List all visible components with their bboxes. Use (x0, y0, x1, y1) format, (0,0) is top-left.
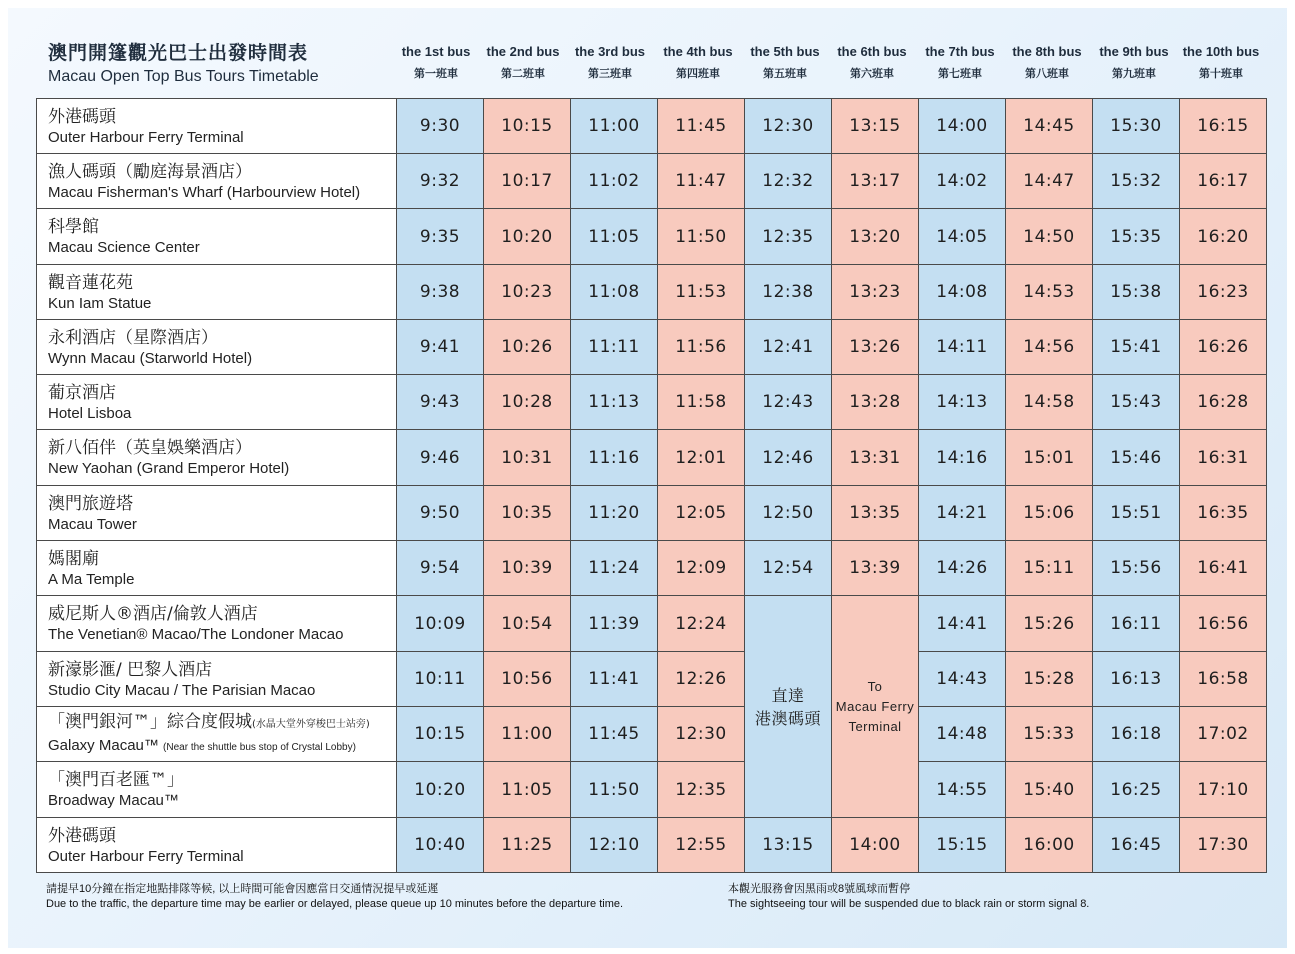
departure-time-cell: 16:13 (1093, 652, 1180, 707)
departure-time-cell: 12:54 (745, 541, 832, 596)
departure-time-cell: 12:09 (658, 541, 745, 596)
departure-time-cell: 14:26 (919, 541, 1006, 596)
table-row (37, 486, 1267, 541)
departure-time-cell: 16:31 (1180, 430, 1267, 486)
departure-time-cell: 10:17 (484, 154, 571, 209)
stop-name-en: Macau Tower (48, 515, 137, 533)
table-row (37, 762, 1267, 818)
stop-name-en: Galaxy Macau™ (Near the shuttle bus stop of Crystal Lobby) (48, 737, 356, 754)
departure-time-cell: 10:23 (484, 265, 571, 320)
departure-time-cell: 12:35 (658, 762, 745, 818)
departure-time-cell: 12:46 (745, 430, 832, 486)
stop-name-en: Broadway Macau™ (48, 792, 179, 809)
stop-name-zh: 新八佰伴（英皇娛樂酒店） (48, 438, 252, 458)
table-row (37, 320, 1267, 375)
stop-name-cell (37, 652, 397, 707)
stop-name-zh: 新濠影滙/ 巴黎人酒店 (48, 659, 213, 680)
stop-name-cell (37, 320, 397, 375)
footer-left-zh: 請提早10分鐘在指定地點排隊等候, 以上時間可能會因應當日交通情況提早或延遲 (46, 883, 439, 895)
departure-time-cell: 15:32 (1093, 154, 1180, 209)
stop-name-cell (37, 762, 397, 818)
stop-name-zh: 媽閣廟 (48, 548, 99, 569)
table-row (37, 265, 1267, 320)
stop-name-en: Studio City Macau / The Parisian Macao (48, 681, 316, 699)
stop-name-cell (37, 154, 397, 209)
stop-name-en: A Ma Temple (48, 570, 135, 588)
departure-time-cell: 11:05 (571, 209, 658, 265)
departure-time-cell: 13:15 (832, 99, 919, 154)
departure-time-cell: 9:54 (397, 541, 484, 596)
departure-time-cell: 11:56 (658, 320, 745, 375)
stop-name-zh: 科學館 (48, 217, 99, 237)
departure-time-cell: 15:06 (1006, 486, 1093, 541)
bus-header-8: the 8th bus 第八班車 (1012, 44, 1082, 80)
departure-time-cell: 16:56 (1180, 596, 1267, 652)
departure-time-cell: 9:46 (397, 430, 484, 486)
departure-time-cell: 15:28 (1006, 652, 1093, 707)
table-row (37, 430, 1267, 486)
departure-time-cell: 14:41 (919, 596, 1006, 652)
title-chinese: 澳門開篷觀光巴士出發時間表 (48, 42, 309, 64)
departure-time-cell: 11:53 (658, 265, 745, 320)
departure-time-cell: 13:17 (832, 154, 919, 209)
departure-time-cell: 14:48 (919, 707, 1006, 762)
stop-name-en: The Venetian® Macao/The Londoner Macao (48, 626, 344, 643)
stop-name-cell (37, 430, 397, 486)
departure-time-cell: 16:45 (1093, 818, 1180, 873)
departure-time-cell: 14:21 (919, 486, 1006, 541)
departure-time-cell: 11:11 (571, 320, 658, 375)
stop-name-en: Macau Fisherman's Wharf (Harbourview Hotel) (48, 183, 361, 201)
departure-time-cell: 15:33 (1006, 707, 1093, 762)
departure-time-cell: 14:16 (919, 430, 1006, 486)
table-row (37, 99, 1267, 154)
departure-time-cell: 12:24 (658, 596, 745, 652)
departure-time-cell: 10:56 (484, 652, 571, 707)
bus-header-9: the 9th bus 第九班車 (1099, 44, 1169, 80)
stop-name-zh: 葡京酒店 (48, 382, 116, 403)
bus-header-3: the 3rd bus 第三班車 (574, 44, 646, 80)
stop-name-zh: 外港碼頭 (48, 825, 116, 846)
departure-time-cell: 14:55 (919, 762, 1006, 818)
stop-name-cell (37, 265, 397, 320)
departure-time-cell: 11:45 (658, 99, 745, 154)
departure-time-cell: 15:43 (1093, 375, 1180, 430)
departure-time-cell: 12:38 (745, 265, 832, 320)
timetable-grid (36, 98, 1267, 873)
departure-time-cell: 12:55 (658, 818, 745, 873)
departure-time-cell: 9:41 (397, 320, 484, 375)
table-row (37, 707, 1267, 762)
departure-time-cell: 15:40 (1006, 762, 1093, 818)
departure-time-cell: 16:26 (1180, 320, 1267, 375)
departure-time-cell: 9:50 (397, 486, 484, 541)
departure-time-cell: 11:08 (571, 265, 658, 320)
bus-header-1: the 1st bus 第一班車 (401, 44, 471, 80)
footer-notice-right (728, 882, 1089, 912)
departure-time-cell: 10:40 (397, 818, 484, 873)
departure-time-cell: 10:20 (397, 762, 484, 818)
stop-name-zh: 漁人碼頭（勵庭海景酒店） (48, 161, 252, 182)
table-row (37, 596, 1267, 652)
departure-time-cell: 15:51 (1093, 486, 1180, 541)
stop-name-zh: 永利酒店（星際酒店） (48, 327, 218, 348)
departure-time-cell: 14:00 (919, 99, 1006, 154)
departure-time-cell: 10:15 (397, 707, 484, 762)
stop-name-en: Hotel Lisboa (48, 404, 132, 422)
departure-time-cell: 15:26 (1006, 596, 1093, 652)
departure-time-cell: 15:15 (919, 818, 1006, 873)
departure-time-cell: 13:23 (832, 265, 919, 320)
table-row (37, 375, 1267, 430)
departure-time-cell: 12:30 (745, 99, 832, 154)
departure-time-cell: 11:24 (571, 541, 658, 596)
footer-notice-left (46, 882, 623, 912)
departure-time-cell: 10:09 (397, 596, 484, 652)
departure-time-cell: 11:41 (571, 652, 658, 707)
departure-time-cell: 16:18 (1093, 707, 1180, 762)
bus-header-6: the 6th bus 第六班車 (837, 44, 907, 80)
departure-time-cell: 15:38 (1093, 265, 1180, 320)
departure-time-cell: 14:02 (919, 154, 1006, 209)
table-row (37, 652, 1267, 707)
departure-time-cell: 9:35 (397, 209, 484, 265)
stop-name-cell (37, 707, 397, 762)
departure-time-cell: 16:17 (1180, 154, 1267, 209)
departure-time-cell: 10:39 (484, 541, 571, 596)
stop-name-en: New Yaohan (Grand Emperor Hotel) (48, 460, 290, 477)
departure-time-cell: 15:56 (1093, 541, 1180, 596)
footer-left-en: Due to the traffic, the departure time may be earlier or delayed, please queue up 10 minutes before the departure time. (46, 898, 624, 910)
stop-name-zh: 澳門旅遊塔 (48, 493, 133, 514)
departure-time-cell: 16:41 (1180, 541, 1267, 596)
departure-time-cell: 15:35 (1093, 209, 1180, 265)
stop-name-cell (37, 596, 397, 652)
departure-time-cell: 13:26 (832, 320, 919, 375)
departure-time-cell: 10:35 (484, 486, 571, 541)
departure-time-cell: 14:50 (1006, 209, 1093, 265)
title-english: Macau Open Top Bus Tours Timetable (48, 68, 319, 85)
departure-time-cell: 14:47 (1006, 154, 1093, 209)
departure-time-cell: 11:13 (571, 375, 658, 430)
bus-header-4: the 4th bus 第四班車 (663, 44, 733, 80)
departure-time-cell: 11:50 (571, 762, 658, 818)
bus-header-5: the 5th bus 第五班車 (750, 44, 820, 80)
departure-time-cell: 13:20 (832, 209, 919, 265)
departure-time-cell: 16:28 (1180, 375, 1267, 430)
departure-time-cell: 15:41 (1093, 320, 1180, 375)
table-row (37, 209, 1267, 265)
departure-time-cell: 12:10 (571, 818, 658, 873)
departure-time-cell: 11:00 (484, 707, 571, 762)
departure-time-cell: 15:01 (1006, 430, 1093, 486)
footer-right-en: The sightseeing tour will be suspended due to black rain or storm signal 8. (728, 898, 1090, 910)
departure-time-cell: 10:28 (484, 375, 571, 430)
timetable-title (48, 38, 319, 86)
departure-time-cell: 12:01 (658, 430, 745, 486)
departure-time-cell: 11:47 (658, 154, 745, 209)
departure-time-cell: 14:11 (919, 320, 1006, 375)
stop-name-en: Wynn Macau (Starworld Hotel) (48, 349, 253, 367)
departure-time-cell: 14:43 (919, 652, 1006, 707)
departure-time-cell: 12:50 (745, 486, 832, 541)
departure-time-cell: 10:54 (484, 596, 571, 652)
departure-time-cell: 17:10 (1180, 762, 1267, 818)
departure-time-cell: 14:05 (919, 209, 1006, 265)
stop-name-cell (37, 818, 397, 873)
departure-time-cell: 16:25 (1093, 762, 1180, 818)
footer-right-zh: 本觀光服務會因黑雨或8號風球而暫停 (728, 883, 911, 895)
stop-name-zh: 外港碼頭 (48, 106, 116, 127)
departure-time-cell: 11:20 (571, 486, 658, 541)
departure-time-cell: 14:45 (1006, 99, 1093, 154)
departure-time-cell: 17:30 (1180, 818, 1267, 873)
direct-to-ferry-note: 直達 港澳碼頭 (745, 596, 832, 818)
stop-name-cell (37, 99, 397, 154)
departure-time-cell: 12:26 (658, 652, 745, 707)
departure-time-cell: 14:08 (919, 265, 1006, 320)
departure-time-cell: 9:32 (397, 154, 484, 209)
departure-time-cell: 11:25 (484, 818, 571, 873)
departure-time-cell: 9:43 (397, 375, 484, 430)
departure-time-cell: 11:58 (658, 375, 745, 430)
departure-time-cell: 11:16 (571, 430, 658, 486)
departure-time-cell: 11:05 (484, 762, 571, 818)
stop-name-en: Macau Science Center (48, 239, 200, 256)
departure-time-cell: 12:41 (745, 320, 832, 375)
departure-time-cell: 15:46 (1093, 430, 1180, 486)
departure-time-cell: 12:35 (745, 209, 832, 265)
departure-time-cell: 15:11 (1006, 541, 1093, 596)
bus-header-2: the 2nd bus 第二班車 (486, 44, 560, 80)
departure-time-cell: 10:26 (484, 320, 571, 375)
departure-time-cell: 13:39 (832, 541, 919, 596)
table-row (37, 154, 1267, 209)
departure-time-cell: 16:00 (1006, 818, 1093, 873)
departure-time-cell: 12:05 (658, 486, 745, 541)
departure-time-cell: 16:11 (1093, 596, 1180, 652)
departure-time-cell: 14:53 (1006, 265, 1093, 320)
departure-time-cell: 11:00 (571, 99, 658, 154)
departure-time-cell: 16:20 (1180, 209, 1267, 265)
stop-name-zh: 威尼斯人®酒店/倫敦人酒店 (48, 604, 258, 624)
stop-name-zh: 觀音蓮花苑 (48, 272, 133, 293)
departure-time-cell: 16:23 (1180, 265, 1267, 320)
bus-header-7: the 7th bus 第七班車 (925, 44, 995, 80)
departure-time-cell: 17:02 (1180, 707, 1267, 762)
departure-time-cell: 12:30 (658, 707, 745, 762)
stop-name-cell (37, 209, 397, 265)
departure-time-cell: 14:58 (1006, 375, 1093, 430)
stop-name-cell (37, 486, 397, 541)
departure-time-cell: 16:58 (1180, 652, 1267, 707)
departure-time-cell: 10:11 (397, 652, 484, 707)
departure-time-cell: 13:31 (832, 430, 919, 486)
departure-time-cell: 14:13 (919, 375, 1006, 430)
stop-name-cell (37, 541, 397, 596)
departure-time-cell: 16:15 (1180, 99, 1267, 154)
departure-time-cell: 10:15 (484, 99, 571, 154)
departure-time-cell: 10:20 (484, 209, 571, 265)
departure-time-cell: 9:30 (397, 99, 484, 154)
departure-time-cell: 12:32 (745, 154, 832, 209)
bus-header-10: the 10th bus 第十班車 (1182, 44, 1260, 80)
departure-time-cell: 16:35 (1180, 486, 1267, 541)
stop-name-en: Kun Iam Statue (48, 294, 152, 312)
departure-time-cell: 13:28 (832, 375, 919, 430)
table-row (37, 818, 1267, 873)
departure-time-cell: 11:50 (658, 209, 745, 265)
departure-time-cell: 14:00 (832, 818, 919, 873)
stop-name-zh: 「澳門銀河™」綜合度假城(水晶大堂外穿梭巴士站旁) (48, 712, 370, 732)
departure-time-cell: 9:38 (397, 265, 484, 320)
stop-name-cell (37, 375, 397, 430)
departure-time-cell: 15:30 (1093, 99, 1180, 154)
departure-time-cell: 14:56 (1006, 320, 1093, 375)
departure-time-cell: 13:15 (745, 818, 832, 873)
departure-time-cell: 13:35 (832, 486, 919, 541)
to-ferry-terminal-note: To Macau Ferry Terminal (832, 596, 919, 818)
departure-time-cell: 11:45 (571, 707, 658, 762)
stop-name-zh: 「澳門百老匯™」 (48, 770, 184, 790)
table-row (37, 541, 1267, 596)
departure-time-cell: 12:43 (745, 375, 832, 430)
departure-time-cell: 10:31 (484, 430, 571, 486)
departure-time-cell: 11:02 (571, 154, 658, 209)
stop-name-en: Outer Harbour Ferry Terminal (48, 128, 244, 146)
stop-name-en: Outer Harbour Ferry Terminal (48, 847, 244, 865)
departure-time-cell: 11:39 (571, 596, 658, 652)
